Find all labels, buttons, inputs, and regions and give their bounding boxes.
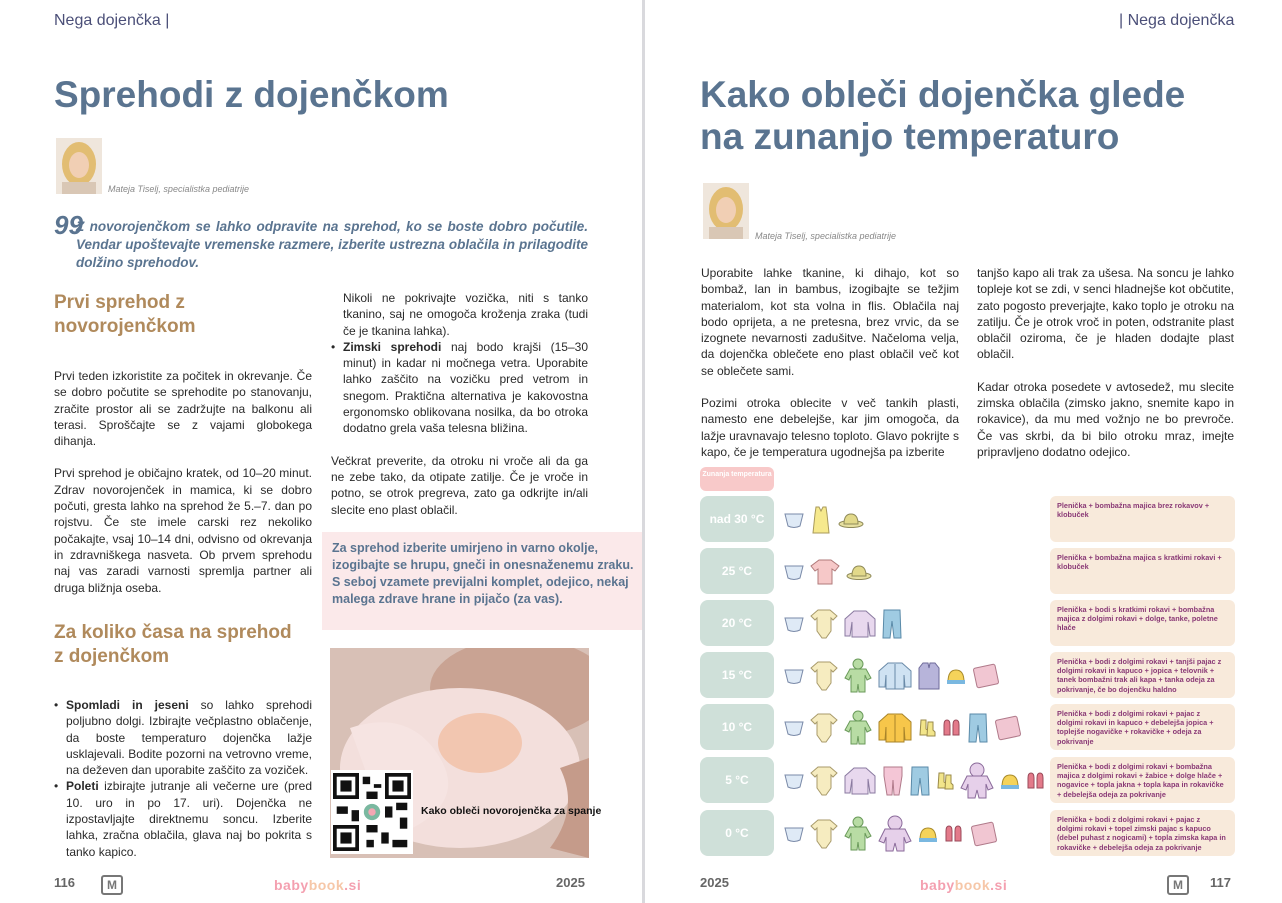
blanket-icon [994, 715, 1022, 741]
page-number: 116 [54, 875, 75, 890]
tights-icon [882, 766, 904, 796]
clothing-icons [784, 556, 872, 588]
cardigan-icon [878, 662, 912, 690]
lead-quote [54, 210, 588, 272]
qr-code[interactable] [331, 770, 413, 854]
diaper-icon [784, 719, 804, 737]
heading-line: Za koliko časa na sprehod [54, 622, 292, 643]
section-heading-walk-duration [54, 621, 324, 669]
lead-quote-text: Z novorojenčkom se lahko odpravite na sprehod, ko se boste dobro počutile. Vendar upoštevajte vremenske razmere, izberite ustrezna oblačila in prilagodite dolžino sprehodov. [76, 219, 588, 270]
title-line: Kako obleči dojenčka glede [700, 74, 1186, 115]
author-avatar [703, 183, 749, 239]
vest-icon [918, 662, 940, 690]
romper-icon [844, 710, 872, 746]
pants-icon [882, 609, 902, 639]
diaper-icon [784, 667, 804, 685]
bodysuit-icon [810, 661, 838, 691]
mittens-icon [942, 719, 962, 737]
babybook-logo: babybook.si [274, 877, 362, 893]
clothing-icons [784, 765, 1080, 797]
clothing-description: Plenička + bodi z dolgimi rokavi + pajac z dolgimi rokavi in kapuco + debelejša jopica + toplejše nogavičke + rokavičke + odeja za pokrivanje [1050, 704, 1235, 750]
table-row [700, 810, 1235, 856]
paragraph: tanjšo kapo ali trak za ušesa. Na soncu je lahko topleje kot se zdi, v senci hladnejše kot občutite, zato pogosto preverjajte, kako toplo je otroku na zatilju. Če je otrok vroč in poten, odstranite plast oblačil oziroma, če je hladen dodajte plast oblačil. [977, 266, 1234, 362]
paragraph: Prvi sprehod je običajno kratek, od 10–20 minut. Zdrav novorojenček in mamica, ki se dobro počuti, gresta lahko na sprehod že 5.–7. dan po rojstvu. Če ste imele carski rez nekoliko počakajte, vsaj 10–14 dni, odvisno od okrevanja in zdravniškega nasveta. Ob prvem sprehodu naj vas zaradi varnosti spremlja partner ali druga bližnja oseba. [54, 466, 312, 595]
clothing-icons [784, 660, 1000, 692]
magazine-logo-icon: M [101, 875, 123, 895]
socks-icon [936, 772, 954, 790]
heading-line: z dojenčkom [54, 646, 170, 667]
table-row [700, 704, 1235, 750]
mittens-icon [1026, 772, 1046, 790]
table-row [700, 652, 1235, 698]
paragraph: Večkrat preverite, da otroku ni vroče ali da ga ne zebe tako, da otipate zatilje. Če je vroče in potno, se otrok pregreva, zato ga odkrijte in/ali slecite eno plast oblačil. [331, 453, 588, 517]
clothing-description: Plenička + bodi s kratkimi rokavi + bombažna majica z dolgimi rokavi + dolge, tanke, poletne hlače [1050, 600, 1235, 646]
section-walk-duration-list [54, 697, 312, 860]
snowsuit-icon [878, 815, 912, 853]
section-heading-first-walk [54, 291, 314, 339]
socks-icon [918, 719, 936, 737]
diaper-icon [784, 511, 804, 529]
page-title: Sprehodi z dojenčkom [54, 74, 449, 115]
qr-label: Kako obleči novorojenčka za spanje [421, 805, 602, 817]
author-name: Mateja Tiselj, specialistka pediatrije [108, 184, 249, 194]
temperature-cell: 0 °C [700, 810, 774, 856]
clothing-description: Plenička + bombažna majica brez rokavov + klobuček [1050, 496, 1235, 542]
temperature-cell: 10 °C [700, 704, 774, 750]
list-item: • Poleti izbirajte jutranje ali večerne ure (pred 10. uro in po 17. uri). Dojenčka ne izpostavljajte direktnemu soncu. Izberite lahka, zračna oblačila, glava naj bo pokrita s tanko kapico. [54, 778, 312, 859]
pants-icon [910, 766, 930, 796]
quote-mark-icon: 99 [54, 210, 83, 240]
tshirt-icon [810, 559, 840, 585]
bodysuit-icon [810, 713, 838, 743]
author-avatar [56, 138, 102, 194]
clothing-description: Plenička + bodi z dolgimi rokavi + pajac z dolgimi rokavi + topel zimski pajac s kapuco (debel puhast z nogicami) + topla zimska kapa in rokavičke + debelejša odeja za pokrivanje [1050, 810, 1235, 856]
paragraph: Prvi teden izkoristite za počitek in okrevanje. Če se dobro počutite se sprehodite po stanovanju, zračite prostor ali se zadržujte na balkonu ali terasi. Sproščajte se z vajami globokega dihanja. [54, 369, 312, 449]
table-row [700, 600, 1235, 646]
clothing-description: Plenička + bodi z dolgimi rokavi + bombažna majica z dolgimi rokavi + žabice + dolge hlače + nogavice + topla jakna + topla kapa in rokavičke + debelejša odeja za pokrivanje [1050, 757, 1235, 803]
paragraph: Uporabite lahke tkanine, ki dihajo, kot so bombaž, lan in bambus, izogibajte se težjim materialom, kot sta volna in flis. Oblačila naj bodo oprijeta, a ne pretesna, brez vrvic, da se izognete nevarnosti zadušitve. Načeloma velja, da dojenčka oblečete eno plast oblačil več kot se oblečete sami. [701, 266, 959, 378]
romper-icon [844, 658, 872, 694]
bodysuit-icon [810, 819, 838, 849]
column-two-text [977, 265, 1234, 476]
temperature-cell: 20 °C [700, 600, 774, 646]
clothing-description: Plenička + bombažna majica s kratkimi rokavi + klobuček [1050, 548, 1235, 594]
beanie-icon [918, 825, 938, 843]
magazine-logo-icon: M [1167, 875, 1189, 895]
heading-line: novorojenčkom [54, 316, 196, 337]
beanie-icon [946, 667, 966, 685]
table-row [700, 757, 1235, 803]
babybook-logo: babybook.si [920, 877, 1008, 893]
diaper-icon [784, 563, 804, 581]
temperature-cell: 15 °C [700, 652, 774, 698]
section-first-walk-text [54, 368, 312, 612]
page-number: 117 [1210, 875, 1231, 890]
running-head: | Nega dojenčka [1119, 12, 1235, 29]
title-line: na zunanjo temperaturo [700, 116, 1120, 157]
tip-box: Za sprehod izberite umirjeno in varno okolje, izogibajte se hrupu, gneči in onesnaženemu zraku. S seboj vzamete previjalni komplet, odejico, nekaj malega zdrave hrane in pijačo (za vas). [322, 532, 644, 630]
bodysuit-icon [810, 766, 838, 796]
diaper-icon [784, 825, 804, 843]
column-two-text [331, 290, 588, 534]
temperature-cell: 25 °C [700, 548, 774, 594]
pants-icon [968, 713, 988, 743]
blanket-icon [970, 821, 998, 847]
long-sleeve-icon [844, 610, 876, 638]
list-item: • Spomladi in jeseni so lahko sprehodi poljubno dolgi. Izbirajte večplastno oblačenje, da boste temperaturo dojenčka lažje usklajevali. Bodite pozorni na vetrovno vreme, na deževen dan uporabite zaščito za voziček. [54, 697, 312, 778]
temperature-column-header: Zunanja temperatura [700, 467, 774, 491]
snowsuit-icon [960, 762, 994, 800]
tank-top-icon [810, 506, 832, 534]
sun-hat-icon [846, 564, 872, 580]
table-row [700, 496, 1235, 542]
paragraph: Pozimi otroka oblecite v več tankih plasti, namesto ene debelejše, kar jim omogoča, da lažje uravnavajo telesno toploto. Glavo pokrijte s kapo, če je temperatura ugodnejša pa izberite [701, 396, 959, 459]
list-item: • Zimski sprehodi naj bodo krajši (15–30 minut) in kadar ni močnega vetra. Uporabite lahko zaščito na vozičku pred vetrom in snegom. Praktična alternativa je kakovostna ergonomsko oblikovana nosilka, da bo otroka dodatno grela vaša telesna bližina. [331, 339, 588, 437]
diaper-icon [784, 772, 804, 790]
footer-year: 2025 [556, 875, 585, 890]
table-row [700, 548, 1235, 594]
clothing-icons [784, 608, 902, 640]
qr-code-icon [333, 772, 411, 852]
sun-hat-icon [838, 512, 864, 528]
jacket-icon [878, 713, 912, 743]
temperature-cell: 5 °C [700, 757, 774, 803]
clothing-icons [784, 818, 998, 850]
author-name: Mateja Tiselj, specialistka pediatrije [755, 231, 896, 241]
temperature-cell: nad 30 °C [700, 496, 774, 542]
paragraph: Nikoli ne pokrivajte vozička, niti s tanko tkanino, saj ne omogoča kroženja zraka (tudi če je tkanina lahka). [343, 291, 588, 338]
column-one-text [701, 265, 959, 476]
romper-icon [844, 816, 872, 852]
clothing-icons [784, 504, 864, 536]
bodysuit-icon [810, 609, 838, 639]
paragraph: Kadar otroka posedete v avtosedež, mu slecite zimska oblačila (zimsko jakno, snemite kapo in rokavice), da mu med vožnjo ne bo prevroče. Če vas skrbi, da bi bilo otroku mraz, imejte pripravljeno dodatno odejico. [977, 379, 1234, 459]
footer-year: 2025 [700, 875, 729, 890]
page-title [700, 74, 1260, 158]
clothing-description: Plenička + bodi z dolgimi rokavi + tanjši pajac z dolgimi rokavi in kapuco + jopica + telovnik + tanek bombažni trak ali kapa + tanka odeja za pokrivanje, če bo dojenčku haldno [1050, 652, 1235, 698]
diaper-icon [784, 615, 804, 633]
beanie-icon [1000, 772, 1020, 790]
running-head: Nega dojenčka | [54, 12, 170, 29]
blanket-icon [972, 663, 1000, 689]
mittens-icon [944, 825, 964, 843]
heading-line: Prvi sprehod z [54, 292, 185, 313]
long-sleeve-icon [844, 767, 876, 795]
clothing-icons [784, 712, 1022, 744]
